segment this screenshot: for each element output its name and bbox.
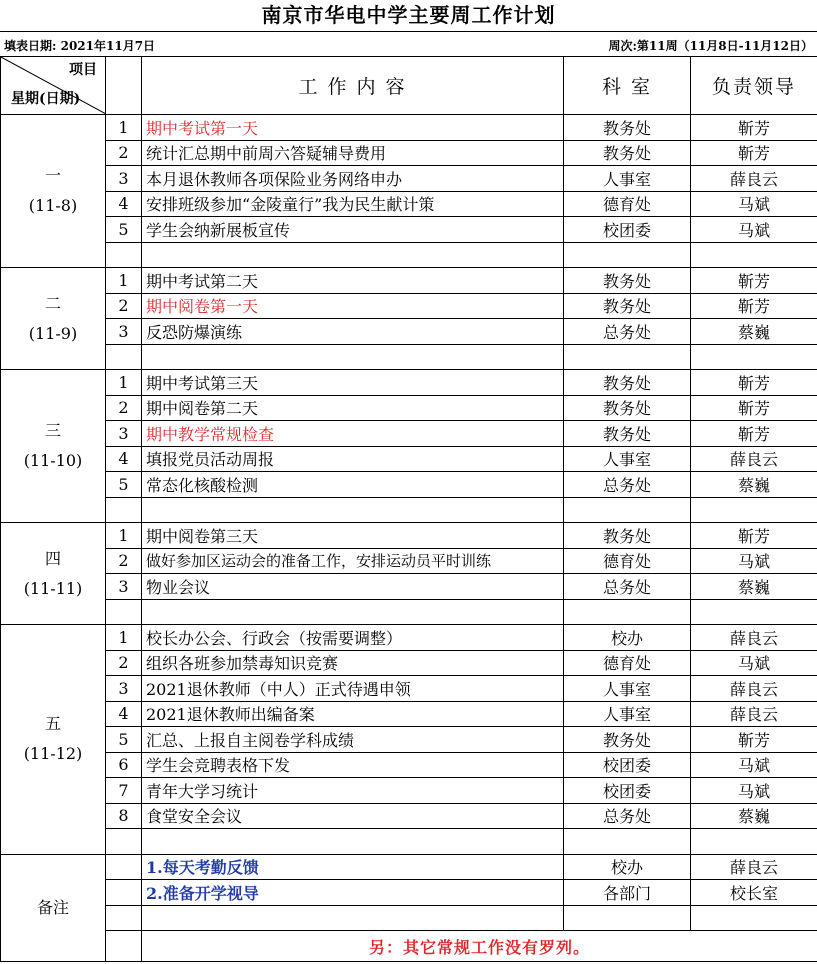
blank-row [1,497,817,523]
item-number: 3 [106,421,142,447]
task-cell: 期中考试第三天 [142,370,564,396]
item-number: 2 [106,548,142,574]
dept-cell: 德育处 [564,191,691,217]
table-row [1,574,817,600]
empty-cell [106,880,142,906]
leader-cell: 靳芳 [691,293,817,319]
dept-cell: 总务处 [564,803,691,829]
task-cell: 食堂安全会议 [142,803,564,829]
leader-cell: 马斌 [691,778,817,804]
empty-cell [142,599,564,625]
note-row [1,854,817,880]
table-row [1,293,817,319]
task-cell: 2021退休教师出编备案 [142,701,564,727]
day-name: 五 [44,714,61,734]
leader-cell: 马斌 [691,217,817,243]
leader-cell: 蔡巍 [691,319,817,345]
table-row [1,319,817,345]
empty-cell [106,905,142,931]
table-row [1,268,817,294]
empty-cell [106,931,142,962]
day-cell [1,625,106,855]
dept-cell: 校团委 [564,217,691,243]
dept-cell: 德育处 [564,650,691,676]
empty-cell [106,854,142,880]
dept-cell: 总务处 [564,472,691,498]
leader-cell: 靳芳 [691,523,817,549]
dept-cell: 教务处 [564,727,691,753]
leader-cell: 薛良云 [691,701,817,727]
header-leader: 负责领导 [691,57,817,115]
table-row [1,701,817,727]
table-row [1,217,817,243]
blank-row [1,344,817,370]
table-row [1,140,817,166]
header-row [1,57,817,115]
notes-label: 备注 [1,854,106,962]
table-row [1,370,817,396]
dept-cell: 教务处 [564,523,691,549]
page-title: 南京市华电中学主要周工作计划 [261,3,556,27]
item-number: 5 [106,217,142,243]
item-number: 4 [106,446,142,472]
leader-cell: 靳芳 [691,727,817,753]
dept-cell: 教务处 [564,421,691,447]
blank-row [1,905,817,931]
item-number: 3 [106,676,142,702]
leader-cell: 蔡巍 [691,574,817,600]
dept-cell: 总务处 [564,574,691,600]
empty-cell [691,497,817,523]
dept-cell: 校团委 [564,778,691,804]
task-cell: 2021退休教师（中人）正式待遇申领 [142,676,564,702]
empty-cell [142,344,564,370]
leader-cell: 薛良云 [691,676,817,702]
leader-cell: 靳芳 [691,421,817,447]
leader-cell: 薛良云 [691,854,817,880]
item-number: 4 [106,191,142,217]
table-row [1,676,817,702]
empty-cell [142,242,564,268]
task-cell: 反恐防爆演练 [142,319,564,345]
footer-row [1,931,817,962]
empty-cell [564,242,691,268]
dept-cell: 教务处 [564,140,691,166]
dept-cell: 人事室 [564,676,691,702]
task-cell: 汇总、上报自主阅卷学科成绩 [142,727,564,753]
header-content: 工 作 内 容 [142,57,564,115]
dept-cell: 教务处 [564,115,691,141]
dept-cell: 教务处 [564,370,691,396]
item-number: 3 [106,319,142,345]
empty-cell [106,242,142,268]
table-row [1,650,817,676]
corner-cell [1,57,106,115]
header-dept: 科 室 [564,57,691,115]
task-cell: 物业会议 [142,574,564,600]
meta-bar [0,31,817,57]
table-row [1,166,817,192]
empty-cell [564,344,691,370]
task-cell: 填报党员活动周报 [142,446,564,472]
leader-cell: 靳芳 [691,395,817,421]
leader-cell: 靳芳 [691,268,817,294]
empty-cell [142,497,564,523]
empty-cell [691,829,817,855]
empty-cell [691,344,817,370]
dept-cell: 人事室 [564,701,691,727]
corner-bottom-label: 星期(日期) [11,91,81,107]
table-row [1,421,817,447]
empty-cell [691,599,817,625]
item-number: 8 [106,803,142,829]
task-cell: 期中阅卷第二天 [142,395,564,421]
dept-cell: 校团委 [564,752,691,778]
item-number: 3 [106,166,142,192]
leader-cell: 薛良云 [691,166,817,192]
table-row [1,752,817,778]
leader-cell: 薛良云 [691,446,817,472]
task-cell: 期中教学常规检查 [142,421,564,447]
task-cell: 校长办公会、行政会（按需要调整） [142,625,564,651]
item-number: 1 [106,115,142,141]
task-cell: 期中阅卷第一天 [142,293,564,319]
table-row [1,115,817,141]
dept-cell: 总务处 [564,319,691,345]
leader-cell: 靳芳 [691,370,817,396]
item-number: 1 [106,370,142,396]
task-cell: 常态化核酸检测 [142,472,564,498]
plan-table [0,56,817,962]
table-row [1,778,817,804]
empty-cell [106,344,142,370]
table-row [1,523,817,549]
table-row [1,395,817,421]
day-date: (11-8) [28,196,78,215]
empty-cell [564,905,691,931]
day-date: (11-11) [23,578,83,598]
task-cell: 青年大学习统计 [142,778,564,804]
dept-cell: 教务处 [564,268,691,294]
leader-cell: 校长室 [691,880,817,906]
dept-cell: 教务处 [564,395,691,421]
leader-cell: 靳芳 [691,115,817,141]
task-cell: 期中考试第一天 [142,115,564,141]
week-info: 周次:第11周（11月8日-11月12日） [608,39,813,53]
dept-cell: 人事室 [564,166,691,192]
note-task: 2.准备开学视导 [142,880,564,906]
blank-row [1,829,817,855]
day-name: 一 [44,166,61,185]
header-num-cell [106,57,142,115]
task-cell: 学生会竞聘表格下发 [142,752,564,778]
task-cell: 安排班级参加“金陵童行”我为民生献计策 [142,191,564,217]
task-cell: 本月退休教师各项保险业务网络申办 [142,166,564,192]
empty-cell [564,497,691,523]
task-cell: 期中阅卷第三天 [142,523,564,549]
leader-cell: 马斌 [691,191,817,217]
item-number: 6 [106,752,142,778]
leader-cell: 马斌 [691,650,817,676]
task-cell: 做好参加区运动会的准备工作，安排运动员平时训练 [142,548,564,574]
table-row [1,625,817,651]
table-row [1,803,817,829]
day-name: 三 [44,421,61,440]
item-number: 3 [106,574,142,600]
leader-cell: 靳芳 [691,140,817,166]
item-number: 7 [106,778,142,804]
day-date: (11-10) [23,451,83,470]
item-number: 1 [106,268,142,294]
day-cell [1,268,106,370]
item-number: 5 [106,472,142,498]
item-number: 2 [106,650,142,676]
table-row [1,446,817,472]
item-number: 1 [106,523,142,549]
day-cell [1,115,106,268]
dept-cell: 校办 [564,854,691,880]
corner-top-label: 项目 [69,62,97,78]
day-date: (11-12) [23,744,83,764]
blank-row [1,599,817,625]
empty-cell [564,829,691,855]
item-number: 2 [106,140,142,166]
empty-cell [691,242,817,268]
dept-cell: 人事室 [564,446,691,472]
day-name: 四 [44,548,61,568]
dept-cell: 各部门 [564,880,691,906]
table-row [1,191,817,217]
day-cell [1,370,106,523]
item-number: 2 [106,395,142,421]
empty-cell [106,599,142,625]
note-task: 1.每天考勤反馈 [142,854,564,880]
item-number: 4 [106,701,142,727]
item-number: 5 [106,727,142,753]
day-name: 二 [44,293,61,313]
empty-cell [691,905,817,931]
dept-cell: 德育处 [564,548,691,574]
task-cell: 组织各班参加禁毒知识竞赛 [142,650,564,676]
dept-cell: 教务处 [564,293,691,319]
task-cell: 期中考试第二天 [142,268,564,294]
empty-cell [142,905,564,931]
day-date: (11-9) [28,323,78,343]
footer-note: 另：其它常规工作没有罗列。 [142,931,817,962]
fill-date: 填表日期: 2021年11月7日 [4,39,156,53]
table-row [1,548,817,574]
leader-cell: 蔡巍 [691,472,817,498]
item-number: 2 [106,293,142,319]
blank-row [1,242,817,268]
leader-cell: 马斌 [691,548,817,574]
leader-cell: 薛良云 [691,625,817,651]
empty-cell [564,599,691,625]
leader-cell: 蔡巍 [691,803,817,829]
task-cell: 统计汇总期中前周六答疑辅导费用 [142,140,564,166]
empty-cell [106,497,142,523]
table-row [1,472,817,498]
item-number: 1 [106,625,142,651]
empty-cell [106,829,142,855]
note-row [1,880,817,906]
empty-cell [142,829,564,855]
day-cell [1,523,106,625]
table-row [1,727,817,753]
leader-cell: 马斌 [691,752,817,778]
task-cell: 学生会纳新展板宣传 [142,217,564,243]
dept-cell: 校办 [564,625,691,651]
